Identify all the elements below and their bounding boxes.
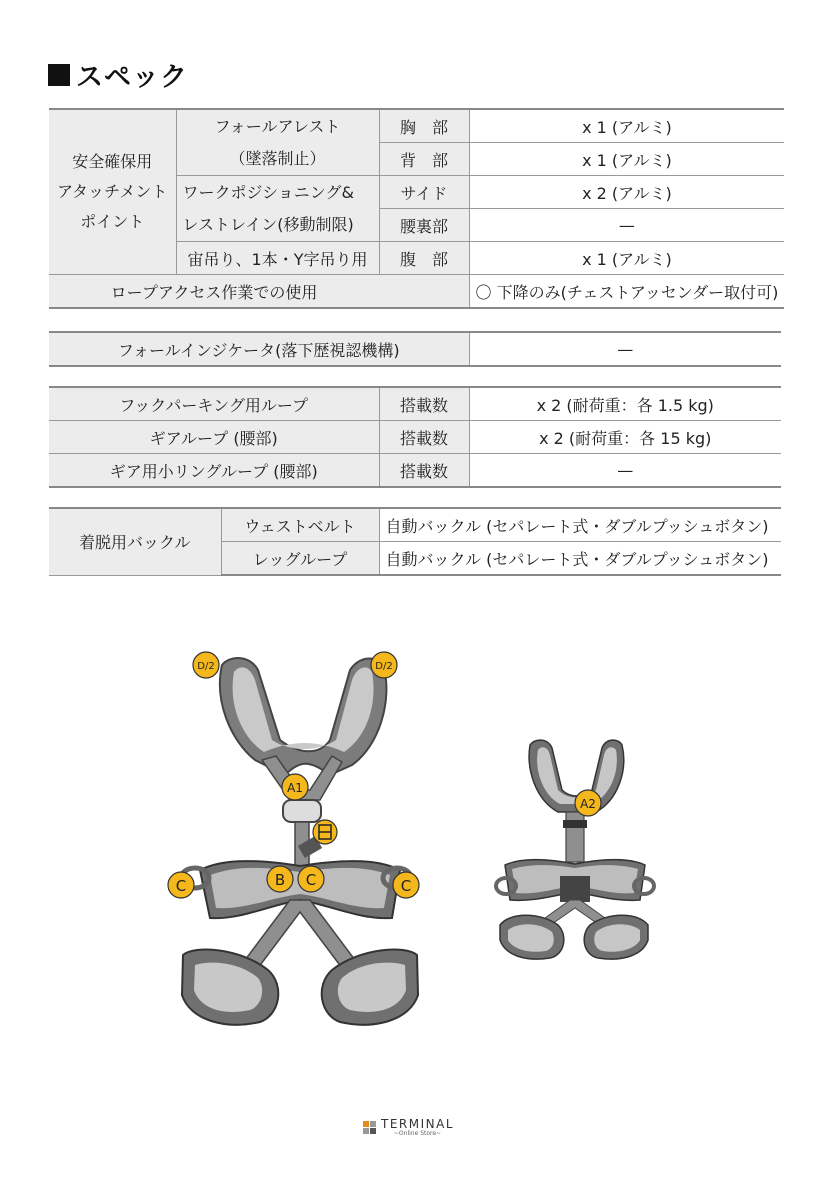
attachment-points-table — [49, 108, 784, 309]
buckle-table — [49, 507, 781, 576]
hook-parking-value: x 2 (耐荷重：各 1.5 kg) — [469, 387, 781, 421]
part-side: サイド — [379, 176, 469, 209]
waist-belt-value: 自動バックル (セパレート式・ダブルプッシュボタン) — [379, 508, 781, 542]
loops-table — [49, 386, 781, 488]
logo-mark-icon — [363, 1121, 377, 1135]
hook-parking-col: 搭載数 — [379, 387, 469, 421]
leg-loop-label: レッグループ — [221, 542, 379, 576]
value-chest: x 1 (アルミ) — [469, 109, 784, 143]
svg-text:C: C — [175, 877, 187, 895]
small-ring-loop-label: ギア用小リングループ (腰部) — [49, 454, 379, 488]
badge-c-right — [393, 872, 419, 898]
buckle-label: 着脱用バックル — [49, 508, 221, 575]
part-lower-back: 腰裏部 — [379, 209, 469, 242]
badge-c-left — [168, 872, 194, 898]
badge-a1 — [282, 774, 308, 800]
badge-c-center — [298, 866, 324, 892]
svg-text:C: C — [305, 871, 317, 889]
badge-d2-left — [193, 652, 219, 678]
svg-text:D/2: D/2 — [375, 661, 393, 672]
svg-text:B: B — [274, 871, 286, 889]
work-positioning-label: ワークポジショニング& レストレイン(移動制限) — [176, 176, 379, 242]
value-abdomen: x 1 (アルミ) — [469, 242, 784, 275]
waist-belt-label: ウェストベルト — [221, 508, 379, 542]
gear-loop-value: x 2 (耐荷重：各 15 kg) — [469, 421, 781, 454]
value-lower-back: — — [469, 209, 784, 242]
rope-access-value: 〇 下降のみ(チェストアッセンダー取付可) — [469, 275, 784, 309]
leg-loop-value: 自動バックル (セパレート式・ダブルプッシュボタン) — [379, 542, 781, 576]
svg-text:A2: A2 — [580, 797, 596, 811]
logo-brand: TERMINAL — [381, 1117, 455, 1131]
fall-indicator-icon — [313, 820, 337, 844]
page-title — [48, 55, 188, 94]
svg-text:D/2: D/2 — [197, 661, 215, 672]
small-ring-loop-col: 搭載数 — [379, 454, 469, 488]
hook-parking-label: フックパーキング用ループ — [49, 387, 379, 421]
harness-illustration — [0, 620, 833, 1090]
fall-indicator-label: フォールインジケータ(落下歴視認機構) — [49, 332, 469, 366]
part-chest: 胸 部 — [379, 109, 469, 143]
svg-text:A1: A1 — [287, 781, 303, 795]
svg-text:C: C — [400, 877, 412, 895]
attachment-group-label: 安全確保用 アタッチメント ポイント — [49, 109, 176, 275]
full-harness-front — [181, 658, 418, 1025]
badge-d2-right — [371, 652, 397, 678]
suspension-label: 宙吊り、1本・Y字吊り用 — [176, 242, 379, 275]
part-back: 背 部 — [379, 143, 469, 176]
fall-arrest-label: フォールアレスト （墜落制止） — [176, 109, 379, 176]
badge-b — [267, 866, 293, 892]
terminal-logo — [363, 1118, 454, 1137]
value-back: x 1 (アルミ) — [469, 143, 784, 176]
gear-loop-col: 搭載数 — [379, 421, 469, 454]
gear-loop-label: ギアループ (腰部) — [49, 421, 379, 454]
part-abdomen: 腹 部 — [379, 242, 469, 275]
square-bullet-icon — [48, 64, 70, 86]
small-ring-loop-value: — — [469, 454, 781, 488]
full-harness-back — [496, 740, 654, 959]
badge-a2 — [575, 790, 601, 816]
logo-sub: ~Online Store~ — [393, 1130, 442, 1137]
page-title-text: スペック — [76, 62, 188, 93]
rope-access-label: ロープアクセス作業での使用 — [49, 275, 469, 309]
value-side: x 2 (アルミ) — [469, 176, 784, 209]
fall-indicator-value: — — [469, 332, 781, 366]
